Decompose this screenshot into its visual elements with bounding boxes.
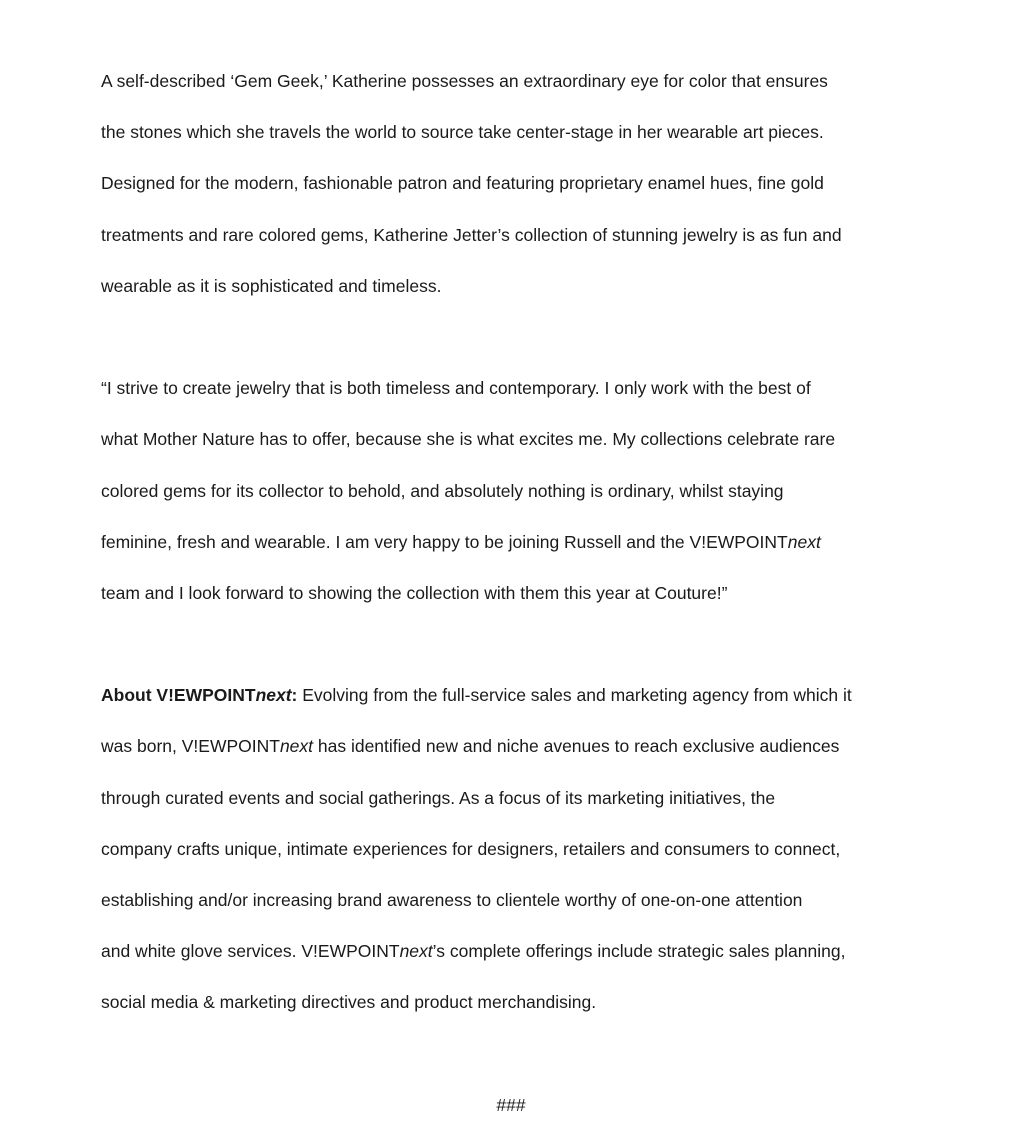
text-line: colored gems for its collector to behold, and absolutely nothing is ordinary, whilst staying bbox=[101, 480, 784, 501]
text-segment: Evolving from the full-service sales and marketing agency from which it bbox=[297, 685, 852, 706]
text-line: team and I look forward to showing the collection with them this year at Couture!” bbox=[101, 582, 728, 603]
brand-suffix-italic: next bbox=[399, 941, 433, 962]
end-of-release-mark: ### bbox=[496, 1094, 526, 1115]
text-line bbox=[101, 517, 941, 568]
text-segment: feminine, fresh and wearable. I am very happy to be joining Russell and the V!EWPOINT bbox=[101, 531, 788, 552]
text-segment: ’s complete offerings include strategic sales planning, bbox=[432, 941, 846, 962]
brand-suffix-bold-italic: next bbox=[255, 685, 292, 706]
text-line: social media & marketing directives and product merchandising. bbox=[101, 992, 597, 1013]
text-line: treatments and rare colored gems, Katherine Jetter’s collection of stunning jewelry is as fun and bbox=[101, 224, 842, 245]
text-line bbox=[101, 926, 941, 977]
text-line: establishing and/or increasing brand awareness to clientele worthy of one-on-one attention bbox=[101, 890, 803, 910]
text-line: wearable as it is sophisticated and timeless. bbox=[101, 275, 442, 296]
text-line: A self-described ‘Gem Geek,’ Katherine possesses an extraordinary eye for color that ensures bbox=[101, 71, 828, 91]
text-segment: and white glove services. V!EWPOINT bbox=[101, 941, 400, 962]
text-line: through curated events and social gatherings. As a focus of its marketing initiatives, the bbox=[101, 787, 776, 808]
text-line bbox=[101, 721, 941, 772]
paragraph-spacer bbox=[101, 312, 941, 363]
text-line: what Mother Nature has to offer, because she is what excites me. My collections celebrate rare bbox=[101, 429, 836, 450]
text-line: company crafts unique, intimate experiences for designers, retailers and consumers to connect, bbox=[101, 838, 841, 859]
text-segment: has identified new and niche avenues to reach exclusive audiences bbox=[313, 736, 840, 757]
brand-suffix-italic: next bbox=[279, 736, 314, 757]
paragraph-spacer bbox=[101, 1029, 941, 1080]
katherine-bio-paragraph bbox=[101, 56, 941, 312]
heading-colon: : bbox=[291, 685, 298, 706]
text-segment: was born, V!EWPOINT bbox=[101, 736, 280, 757]
brand-suffix-italic: next bbox=[787, 531, 821, 552]
text-line: “I strive to create jewelry that is both timeless and contemporary. I only work with the best of bbox=[101, 378, 811, 399]
text-line bbox=[101, 670, 941, 721]
text-line: Designed for the modern, fashionable patron and featuring proprietary enamel hues, fine gold bbox=[101, 173, 824, 194]
paragraph-spacer bbox=[101, 619, 941, 670]
about-heading: About V!EWPOINT bbox=[101, 685, 256, 706]
press-release-body bbox=[101, 56, 941, 1131]
katherine-quote-paragraph bbox=[101, 363, 941, 619]
text-line: the stones which she travels the world to source take center-stage in her wearable art pieces. bbox=[101, 122, 824, 143]
about-viewpoint-paragraph bbox=[101, 670, 941, 1028]
